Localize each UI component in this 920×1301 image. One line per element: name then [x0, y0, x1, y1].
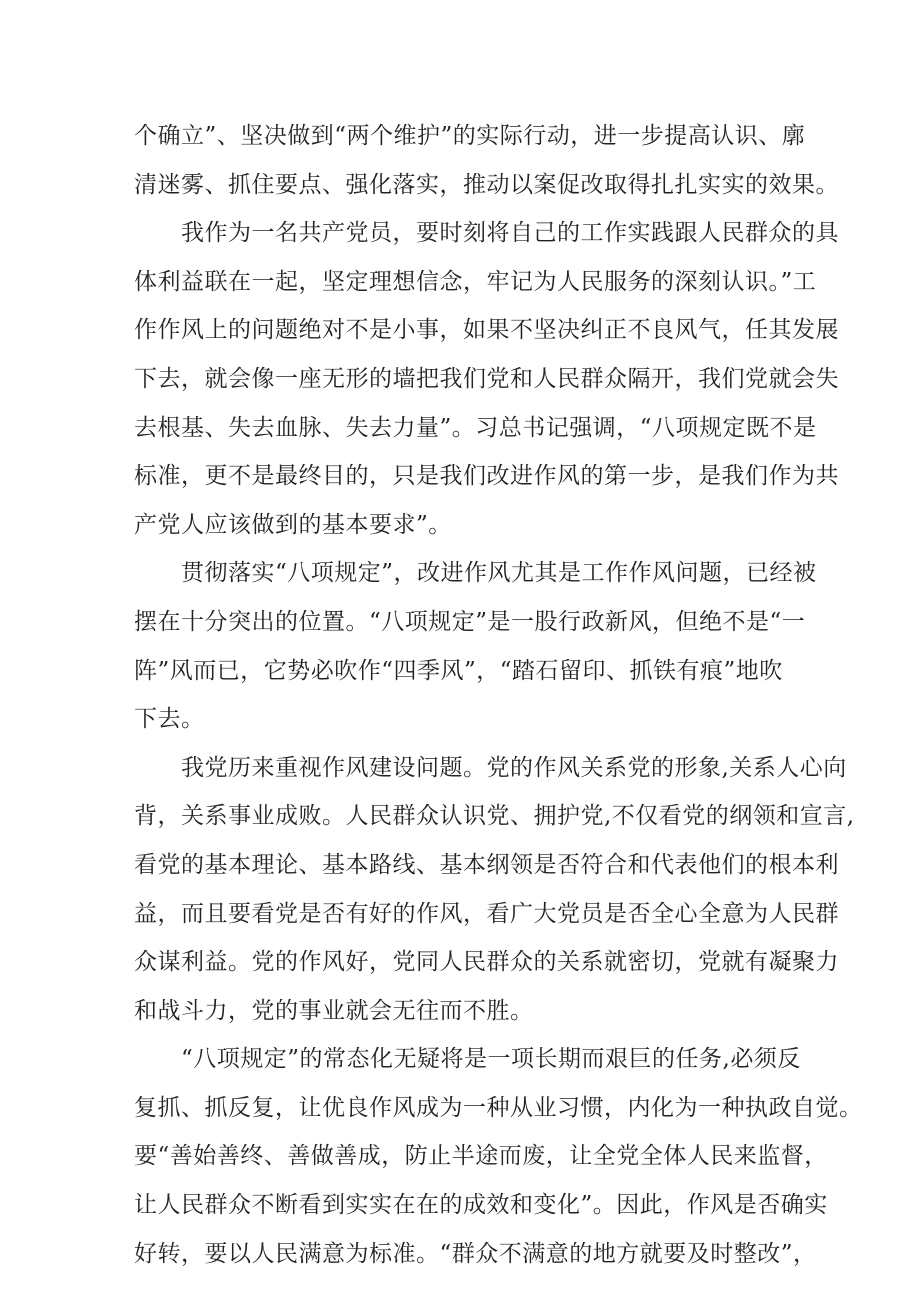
text-line: 我作为一名共产党员，要时刻将自己的工作实践跟人民群众的具: [181, 220, 839, 247]
text-line: 摆在十分突出的位置。“八项规定”是一股行政新风，但绝不是“一: [134, 608, 806, 635]
text-line: 作作风上的问题绝对不是小事，如果不坚决纠正不良风气，任其发展: [134, 317, 839, 344]
text-line: 产党人应该做到的基本要求”。: [134, 511, 452, 538]
text-line: 复抓、抓反复，让优良作风成为一种从业习惯，内化为一种执政自觉。: [134, 1094, 863, 1121]
text-line: 和战斗力，党的事业就会无往而不胜。: [134, 997, 534, 1024]
text-line: 贯彻落实“八项规定”，改进作风尤其是工作作风问题，已经被: [181, 560, 817, 587]
text-line: 体利益联在一起，坚定理想信念，牢记为人民服务的深刻认识。”工: [134, 268, 817, 295]
text-line: 个确立”、坚决做到“两个维护”的实际行动，进一步提高认识、廓: [134, 123, 806, 149]
text-line: 背，关系事业成败。人民群众认识党、拥护党,不仅看党的纲领和宣言,: [134, 803, 855, 830]
text-line: 下去。: [134, 706, 205, 733]
text-line: 我党历来重视作风建设问题。党的作风关系党的形象,关系人心向: [181, 754, 847, 781]
text-line: 阵”风而已，它势必吹作“四季风”，“踏石留印、抓铁有痕”地吹: [134, 657, 783, 684]
text-line: 去根基、失去血脉、失去力量”。习总书记强调，“八项规定既不是: [134, 414, 817, 441]
text-line: 要“善始善终、善做善成，防止半途而废，让全党全体人民来监督，: [134, 1143, 828, 1170]
text-line: 标准，更不是最终目的，只是我们改进作风的第一步，是我们作为共: [134, 463, 839, 490]
text-line: 看党的基本理论、基本路线、基本纲领是否符合和代表他们的根本利: [134, 851, 839, 878]
text-line: 清迷雾、抓住要点、强化落实，推动以案促改取得扎扎实实的效果。: [134, 171, 839, 198]
text-line: “八项规定”的常态化无疑将是一项长期而艰巨的任务,必须反: [181, 1046, 801, 1073]
text-line: 让人民群众不断看到实实在在的成效和变化”。因此，作风是否确实: [134, 1192, 828, 1219]
text-line: 众谋利益。党的作风好，党同人民群众的关系就密切，党就有凝聚力: [134, 949, 839, 976]
text-line: 益，而且要看党是否有好的作风，看广大党员是否全心全意为人民群: [134, 900, 839, 927]
document-body: [134, 112, 863, 1278]
text-line: 下去，就会像一座无形的墙把我们党和人民群众隔开，我们党就会失: [134, 365, 839, 392]
text-line: 好转，要以人民满意为标准。“群众不满意的地方就要及时整改”，: [134, 1240, 817, 1267]
